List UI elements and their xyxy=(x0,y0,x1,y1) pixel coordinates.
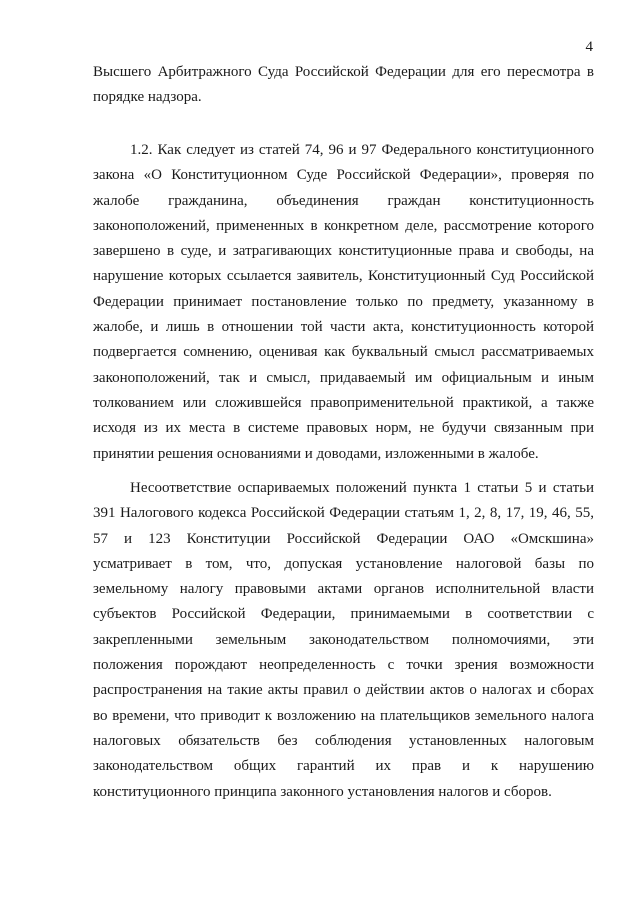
text-line: закона «О Конституционном Суде Российской Федерации», проверяя по xyxy=(93,167,594,184)
text-line: жалобе, и лишь в отношении той части акта, конституционность которой xyxy=(93,319,594,336)
text-line: исходя из их места в системе правовых норм, не будучи связанным при xyxy=(93,420,594,437)
paragraph-section-1-2 xyxy=(93,138,594,467)
text-line: распространения на такие акты правил о действии актов о налогах и сборах xyxy=(93,682,594,699)
text-line: законоположений, примененных в конкретном деле, рассмотрение которого xyxy=(93,217,594,234)
text-line: законодательством общих гарантий их прав и к нарушению xyxy=(93,758,594,775)
text-line: положения порождают неопределенность с точки зрения возможности xyxy=(93,657,594,674)
text-line: жалобе гражданина, объединения граждан конституционность xyxy=(93,192,594,209)
text-line: земельному налогу правовыми актами органов исполнительной власти xyxy=(93,581,594,598)
text-line: во времени, что приводит к возложению на плательщиков земельного налога xyxy=(93,707,594,724)
text-line: Высшего Арбитражного Суда Российской Федерации для его пересмотра в xyxy=(93,64,594,80)
text-line: 391 Налогового кодекса Российской Федерации статьям 1, 2, 8, 17, 19, 46, 55, xyxy=(93,505,594,522)
text-line: налоговых обязательств без соблюдения установленных налоговым xyxy=(93,732,594,749)
paragraph-continuation xyxy=(93,60,594,111)
paragraph-nonconformity xyxy=(93,476,594,805)
text-line: Федерации принимает постановление только по предмету, указанному в xyxy=(93,293,594,310)
text-line: усматривает в том, что, допуская установление налоговой базы по xyxy=(93,555,594,572)
text-line: завершено в суде, и затрагивающих конституционные права и свободы, на xyxy=(93,243,594,260)
text-line: конституционного принципа законного установления налогов и сборов. xyxy=(93,783,552,800)
page-number: 4 xyxy=(585,39,593,55)
text-line: нарушение которых ссылается заявитель, Конституционный Суд Российской xyxy=(93,268,594,285)
text-line-content: Несоответствие оспариваемых положений пункта 1 статьи 5 и статьи xyxy=(130,480,594,496)
text-line-content: 1.2. Как следует из статей 74, 96 и 97 Федерального конституционного xyxy=(130,142,594,158)
text-line-first xyxy=(93,138,594,163)
text-line: 57 и 123 Конституции Российской Федерации ОАО «Омскшина» xyxy=(93,530,594,547)
text-line-first xyxy=(93,476,594,501)
text-line: субъектов Российской Федерации, принимаемыми в соответствии с xyxy=(93,606,594,623)
text-line: принятии решения основаниями и доводами, изложенными в жалобе. xyxy=(93,445,539,462)
text-line: порядке надзора. xyxy=(93,89,202,106)
text-line: законоположений, так и смысл, придаваемый им официальным и иным xyxy=(93,369,594,386)
text-line: закрепленными земельным законодательством полномочиями, эти xyxy=(93,631,594,648)
text-line: подвергается сомнению, оценивая как буквальный смысл рассматриваемых xyxy=(93,344,594,361)
text-line: толкованием или сложившейся правоприменительной практикой, а также xyxy=(93,394,594,411)
